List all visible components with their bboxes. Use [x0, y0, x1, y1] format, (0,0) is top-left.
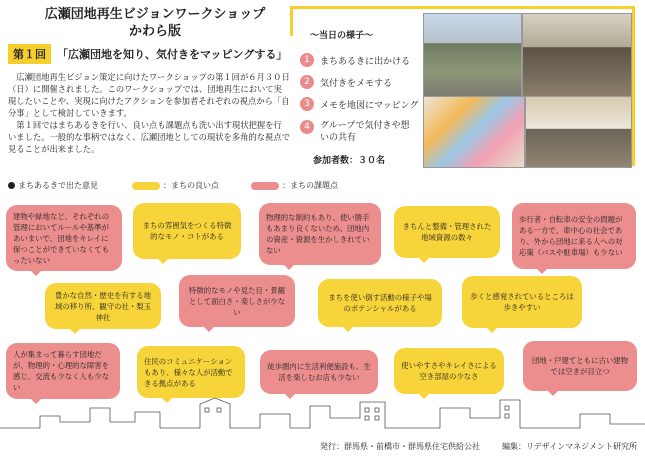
legend	[8, 180, 338, 191]
opinion-bubble-issue: 歩行者・自転車の安全の問題がある一方で、車中心の社会であり、外から団地に来る人への対応策（バスや駐車場）も少ない	[512, 203, 636, 269]
step-label: まちあるきに出かける	[320, 56, 411, 67]
intro-text	[8, 71, 290, 155]
publisher: 発行：群馬県・前橋市・群馬県住宅供給公社	[319, 442, 480, 451]
opinion-bubble-issue: 徒歩圏内に生活利便施設も、生活を楽しむお店も少ない	[260, 350, 378, 394]
opinion-bubble-issue: 物理的な制約もあり、使い勝手もあまり良くないため、団地内の資産・資源を生かしきれていない	[259, 203, 381, 265]
legend-issue-label: ：まちの課題点	[282, 181, 338, 190]
photo-sticky-map	[423, 96, 525, 168]
photo-group-discussion	[525, 96, 632, 168]
session-title: 「広瀬団地を知り、気付きをマッピングする」	[57, 47, 288, 61]
session-heading	[8, 44, 287, 63]
opinion-bubble-issue: 団地・戸建てともに古い建物では空きが目立つ	[523, 341, 637, 391]
step-number: 3	[300, 97, 314, 111]
title-line-2: かわら版	[128, 24, 181, 39]
today-heading: 〜当日の様子〜	[310, 31, 374, 41]
step-label: 気付きをメモする	[320, 78, 393, 89]
opinion-bubble-good: きちんと整備・管理された地域資源の数々	[394, 206, 500, 258]
opinion-bubble-good: まちを使い倒す活動の様子や場のポテンシャルがある	[318, 279, 442, 327]
opinion-bubble-good: まちの雰囲気をつくる特徴的なモノ・コトがある	[133, 203, 241, 259]
intro-paragraph-1: 広瀬団地再生ビジョン策定に向けたワークショップの第１回が６月３０日（日）に開催されました。このワークショップでは、団地再生において実現したいことや、実現に向けたアクションを参加者それぞれの視点から「自分事」として検討していきます。	[8, 72, 290, 118]
step-number: 1	[300, 53, 314, 67]
issue-swatch	[251, 182, 279, 190]
city-skyline-illustration	[0, 378, 645, 430]
title-line-1: 広瀬団地再生ビジョンワークショップ	[44, 7, 266, 22]
opinion-bubble-good: 使いやすさやキレイさによる空き部屋の少なさ	[394, 348, 504, 394]
step-4	[300, 120, 410, 144]
frame-top	[290, 6, 635, 9]
opinion-bubble-issue: 特徴的なモノや見た目・景観として面白さ・楽しさが少ない	[179, 275, 295, 327]
step-number: 4	[300, 120, 314, 134]
frame-left	[290, 6, 293, 36]
session-badge: 第１回	[8, 44, 51, 64]
photo-walk-street	[522, 13, 632, 97]
legend-good-label: ：まちの良い点	[163, 181, 219, 190]
attendance: 参加者数：３０名	[313, 156, 386, 166]
opinion-bubble-issue: 建物や緑地など、それぞれの管理においてルールや基準があいまいで、団地をキレイに保つことができていなくてもったいない	[6, 205, 122, 271]
good-swatch	[132, 182, 160, 190]
intro-paragraph-2: 第１回ではまちあるきを行い、良い点も課題点も洗い出す現状把握を行いました。一般的な事柄ではなく、広瀬団地としての現状を多角的な視点で見ることが出来ました。	[8, 120, 290, 154]
opinion-bubble-good: 歩くと感覚されているところは歩きやすい	[462, 276, 582, 328]
photo-walk-group	[423, 13, 522, 97]
step-number: 2	[300, 75, 314, 89]
step-1	[300, 53, 410, 67]
editor: 編集：リデザインマネジメント研究所	[501, 442, 637, 451]
frame-right	[632, 6, 635, 166]
footer	[320, 441, 637, 452]
bullet-icon	[8, 182, 15, 189]
opinion-bubble-good: 豊かな自然・歴史を有する地域の移り所、観守の社・梨玉神社	[45, 283, 161, 329]
step-label: メモを地図にマッピング	[320, 100, 419, 111]
opinion-bubble-issue: 人が集まって暮らす団地だが、物理的・心理的な障害を感じ、交流も少なく人も少ない	[6, 343, 120, 399]
opinion-bubble-good: 住民のコミュニケーションもあり、様々な人が活動できる拠点がある	[137, 346, 245, 398]
step-label: グループで気付きや想いの共有	[320, 121, 410, 143]
newsletter-title	[30, 6, 280, 40]
step-2	[300, 75, 392, 89]
step-3	[300, 97, 418, 111]
legend-section-title: まちあるきで出た意見	[18, 181, 98, 190]
